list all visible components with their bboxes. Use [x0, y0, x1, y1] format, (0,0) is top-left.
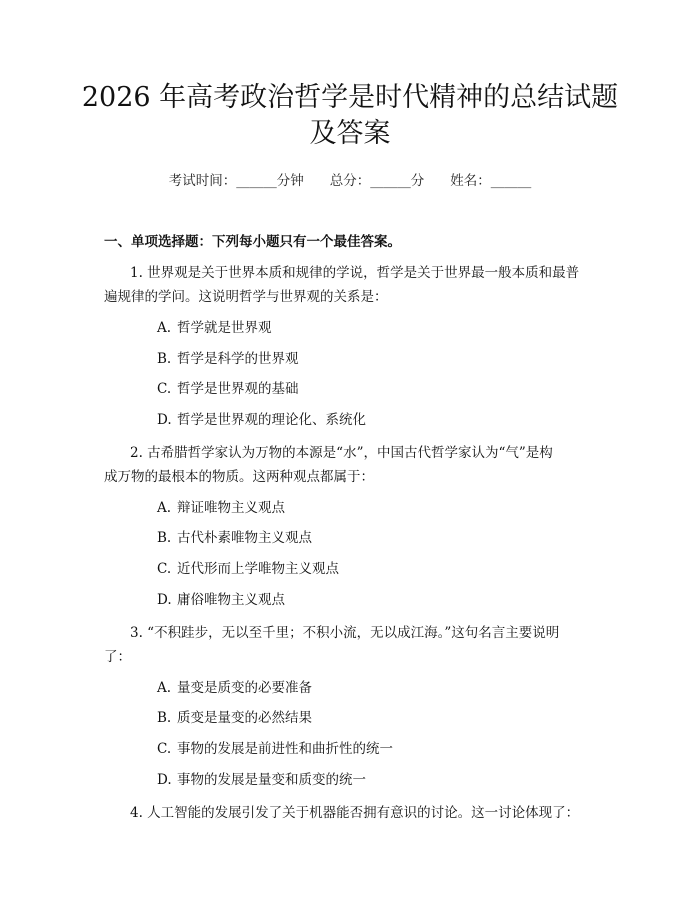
question-2-option-d — [157, 588, 285, 608]
option-letter: C. — [157, 561, 172, 577]
option-text: 质变是量变的必然结果 — [177, 710, 312, 726]
question-2-line-1: 2. 古希腊哲学家认为万物的本源是“水”，中国古代哲学家认为“气”是构 — [130, 445, 553, 461]
option-text: 事物的发展是前进性和曲折性的统一 — [177, 741, 393, 757]
option-text: 哲学是世界观的理论化、系统化 — [177, 412, 366, 428]
question-3-option-a — [157, 676, 312, 696]
option-letter: C. — [157, 741, 172, 757]
option-letter: A. — [157, 500, 172, 516]
total-score-field: 总分：______分 — [329, 173, 425, 189]
option-text: 事物的发展是量变和质变的统一 — [177, 772, 366, 788]
section-heading: 一、单项选择题：下列每小题只有一个最佳答案。 — [104, 234, 401, 250]
option-letter: D. — [157, 772, 172, 788]
student-name-field: 姓名：______ — [450, 173, 532, 189]
question-1-line-2: 遍规律的学问。这说明哲学与世界观的关系是： — [104, 289, 388, 305]
question-4-line-1: 4. 人工智能的发展引发了关于机器能否拥有意识的讨论。这一讨论体现了： — [130, 805, 580, 821]
document-title-line-2: 及答案 — [309, 118, 391, 149]
question-3-option-b — [157, 706, 312, 726]
option-letter: A. — [157, 320, 172, 336]
option-letter: C. — [157, 381, 172, 397]
question-1-line-1: 1. 世界观是关于世界本质和规律的学说，哲学是关于世界最一般本质和最普 — [130, 265, 580, 281]
question-3-option-d — [157, 768, 366, 788]
question-3-line-2: 了： — [104, 649, 131, 665]
option-text: 庸俗唯物主义观点 — [177, 592, 285, 608]
question-3-line-1: 3. “不积跬步，无以至千里；不积小流，无以成江海。”这句名言主要说明 — [130, 625, 560, 641]
option-letter: A. — [157, 680, 172, 696]
document-title-line-1: 2026 年高考政治哲学是时代精神的总结试题 — [81, 82, 619, 113]
question-2-line-2: 成万物的最根本的物质。这两种观点都属于： — [104, 469, 374, 485]
option-text: 哲学是科学的世界观 — [177, 351, 299, 367]
exam-meta — [0, 169, 700, 189]
option-letter: B. — [157, 351, 172, 367]
question-1-option-c — [157, 377, 299, 397]
option-text: 哲学是世界观的基础 — [177, 381, 299, 397]
option-text: 古代朴素唯物主义观点 — [177, 530, 312, 546]
question-1-option-d — [157, 408, 366, 428]
option-letter: B. — [157, 530, 172, 546]
option-text: 辩证唯物主义观点 — [177, 500, 285, 516]
question-2-option-c — [157, 557, 339, 577]
option-letter: D. — [157, 412, 172, 428]
question-2-option-b — [157, 526, 312, 546]
exam-time-field: 考试时间：______分钟 — [168, 173, 304, 189]
option-text: 哲学就是世界观 — [177, 320, 272, 336]
question-1-option-a — [157, 316, 272, 336]
question-3-option-c — [157, 737, 393, 757]
question-2-option-a — [157, 496, 285, 516]
option-letter: D. — [157, 592, 172, 608]
question-1-option-b — [157, 347, 299, 367]
option-text: 近代形而上学唯物主义观点 — [177, 561, 339, 577]
option-letter: B. — [157, 710, 172, 726]
option-text: 量变是质变的必要准备 — [177, 680, 312, 696]
